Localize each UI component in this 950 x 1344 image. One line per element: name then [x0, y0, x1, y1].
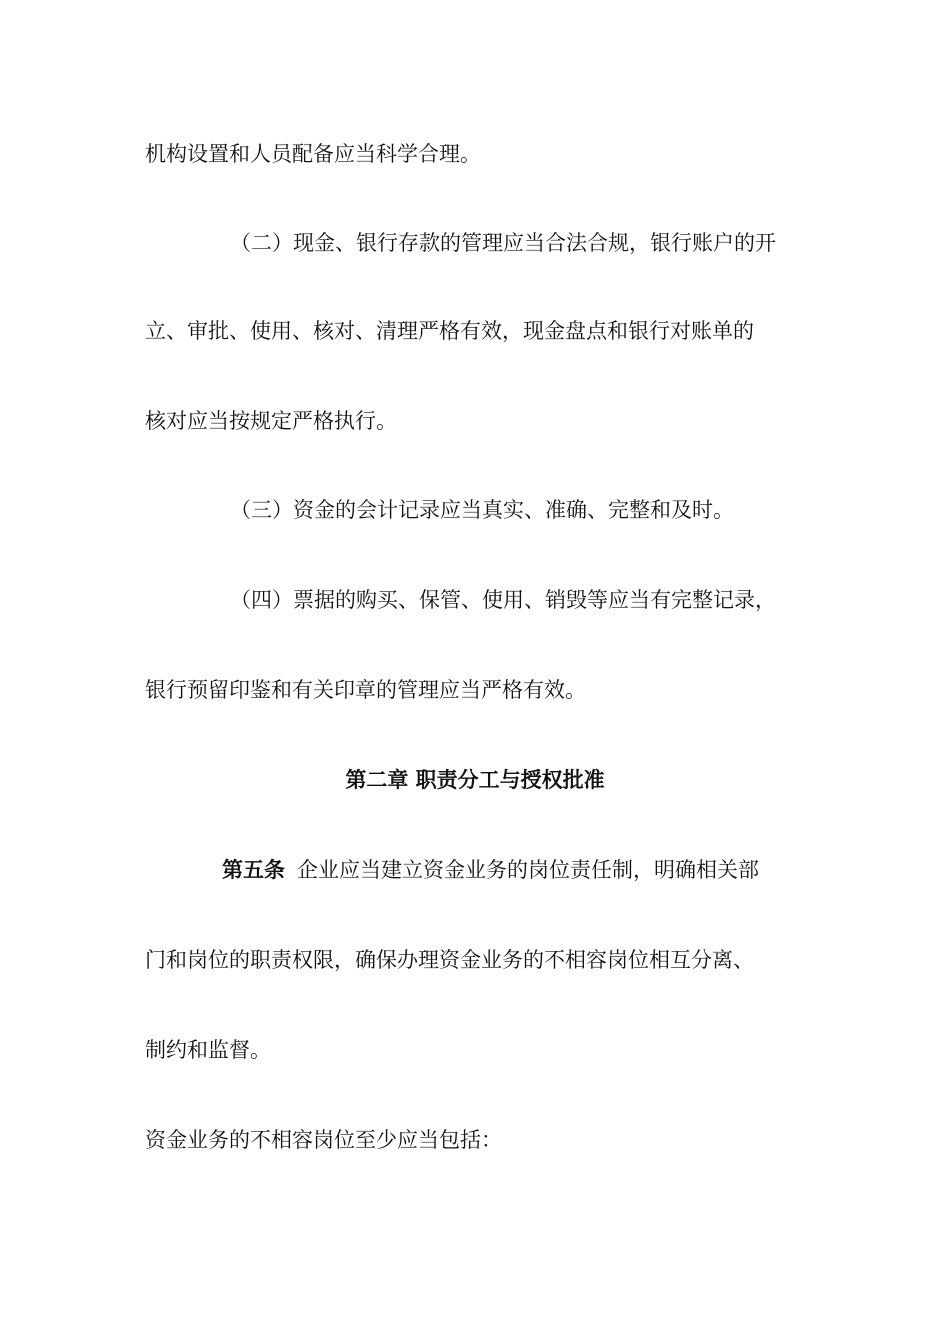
- paragraph-line: 制约和监督。: [145, 1038, 271, 1062]
- paragraph-line: 核对应当按规定严格执行。: [145, 409, 397, 433]
- article-text: 企业应当建立资金业务的岗位责任制，明确相关部: [297, 858, 759, 882]
- article-five-first-line: [222, 856, 807, 884]
- paragraph-line: （二）现金、银行存款的管理应当合法合规，银行账户的开: [230, 231, 776, 255]
- paragraph-line: 门和岗位的职责权限，确保办理资金业务的不相容岗位相互分离、: [145, 948, 754, 972]
- chapter-heading: 第二章 职责分工与授权批准: [345, 768, 605, 792]
- paragraph-line: 立、审批、使用、核对、清理严格有效，现金盘点和银行对账单的: [145, 319, 754, 343]
- paragraph-line: 银行预留印鉴和有关印章的管理应当严格有效。: [145, 678, 586, 702]
- paragraph-line: （三）资金的会计记录应当真实、准确、完整和及时。: [230, 498, 734, 522]
- paragraph-line: （四）票据的购买、保管、使用、销毁等应当有完整记录，: [230, 588, 776, 612]
- paragraph-line: 资金业务的不相容岗位至少应当包括：: [145, 1128, 502, 1152]
- paragraph-line: 机构设置和人员配备应当科学合理。: [145, 142, 481, 166]
- article-label: 第五条: [222, 858, 285, 882]
